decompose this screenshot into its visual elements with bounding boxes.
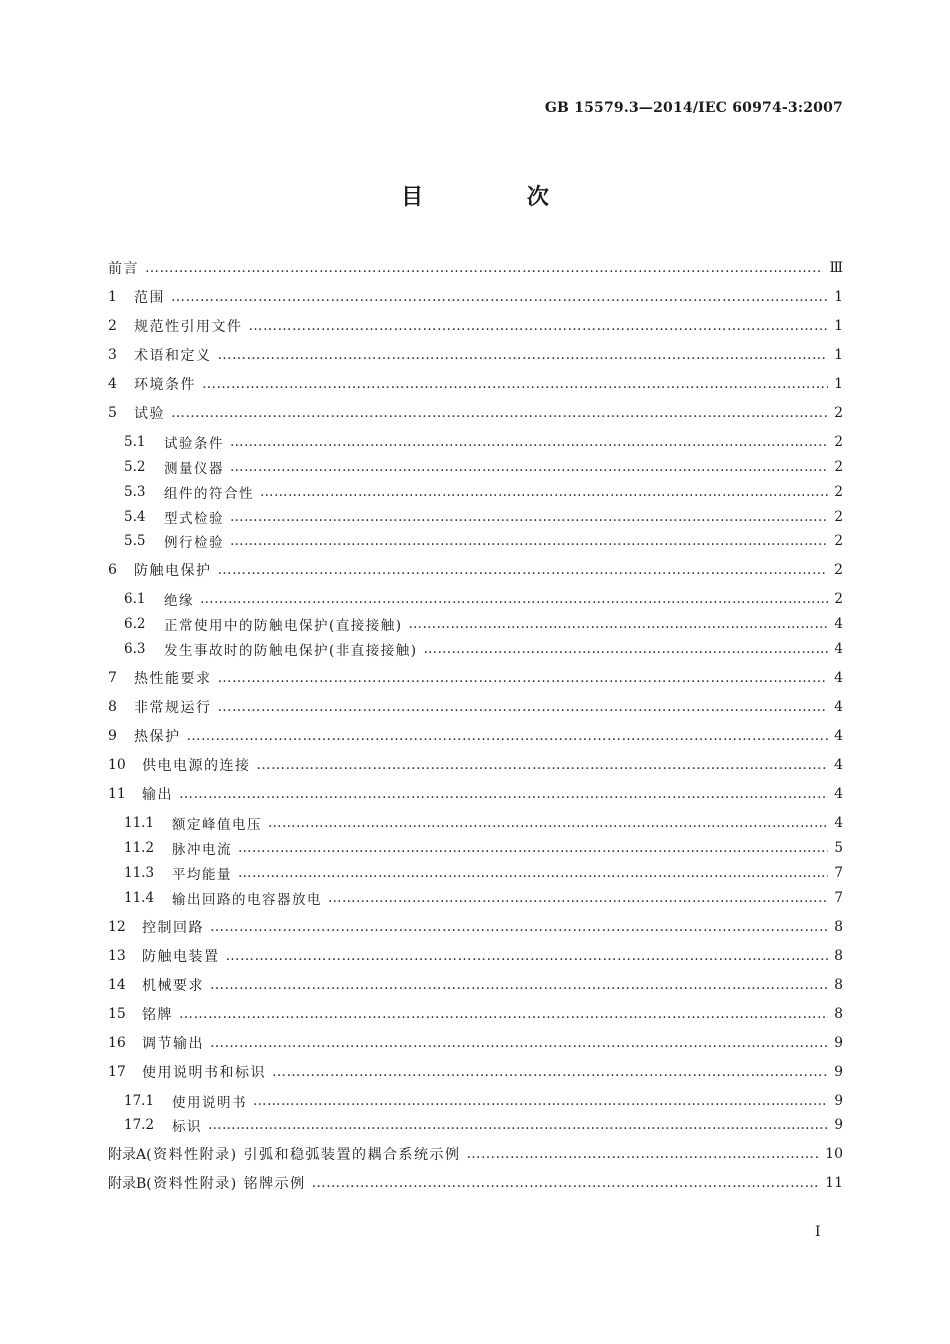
toc-entry[interactable] xyxy=(124,637,843,661)
toc-entry-number: 7 xyxy=(108,670,117,686)
toc-entry-page: 9 xyxy=(834,1035,843,1051)
toc-entry[interactable] xyxy=(108,695,843,719)
toc-entry-page: 2 xyxy=(834,484,843,500)
toc-entry-page: 2 xyxy=(834,434,843,450)
toc-entry-number: 5.3 xyxy=(124,484,146,500)
toc-entry[interactable] xyxy=(108,343,843,367)
dot-leader xyxy=(260,484,828,500)
toc-entry[interactable] xyxy=(124,811,843,835)
toc-entry-page: 8 xyxy=(834,948,843,964)
toc-entry-page: 1 xyxy=(834,289,843,305)
toc-entry-label: 型式检验 xyxy=(164,511,224,527)
toc-entry[interactable] xyxy=(108,372,843,396)
toc-entry-label: 输出 xyxy=(142,787,173,803)
toc-entry-label: 输出回路的电容器放电 xyxy=(172,892,322,908)
page-number: I xyxy=(815,1224,821,1240)
toc-entry-page: 1 xyxy=(834,347,843,363)
toc-entry-label: 使用说明书和标识 xyxy=(142,1065,266,1081)
toc-entry-label: 使用说明书 xyxy=(172,1095,247,1111)
dot-leader xyxy=(179,1006,828,1022)
toc-entry-number: 附录B xyxy=(108,1176,147,1192)
dot-leader xyxy=(171,289,828,305)
dot-leader xyxy=(218,699,829,715)
toc-entry-label: 脉冲电流 xyxy=(172,842,232,858)
toc-entry-label: 标识 xyxy=(172,1119,202,1135)
toc-entry[interactable] xyxy=(124,612,843,636)
toc-entry-page: 1 xyxy=(834,318,843,334)
toc-entry-label: 发生事故时的防触电保护(非直接接触) xyxy=(164,643,418,659)
toc-entry-page: 4 xyxy=(834,786,843,802)
toc-entry-label: 正常使用中的防触电保护(直接接触) xyxy=(164,618,403,634)
toc-entry-page: 11 xyxy=(825,1175,843,1191)
dot-leader xyxy=(424,641,829,657)
toc-entry-label: 热保护 xyxy=(134,729,181,745)
toc-entry[interactable] xyxy=(124,886,843,910)
toc-entry-page: 2 xyxy=(834,509,843,525)
toc-entry[interactable] xyxy=(124,430,843,454)
toc-entry-page: 10 xyxy=(825,1146,843,1162)
toc-entry-label: 测量仪器 xyxy=(164,461,224,477)
toc-entry[interactable] xyxy=(124,836,843,860)
page-title: 目 次 xyxy=(401,185,597,210)
toc-entry-number: 11.3 xyxy=(124,865,155,881)
toc-entry[interactable] xyxy=(124,1089,843,1113)
toc-entry-page: 9 xyxy=(834,1064,843,1080)
dot-leader xyxy=(202,376,828,392)
toc-entry-page: 8 xyxy=(834,1006,843,1022)
toc-entry-label: 试验 xyxy=(134,406,165,422)
dot-leader xyxy=(187,728,829,744)
dot-leader xyxy=(210,977,828,993)
toc-entry-number: 3 xyxy=(108,347,117,363)
toc-entry[interactable] xyxy=(124,455,843,479)
toc-entry-page: 2 xyxy=(834,533,843,549)
toc-entry[interactable] xyxy=(108,1171,843,1195)
dot-leader xyxy=(230,434,828,450)
toc-entry-number: 11.1 xyxy=(124,815,155,831)
dot-leader xyxy=(208,1117,828,1133)
toc-entry-number: 1 xyxy=(108,289,117,305)
toc-entry-page: 2 xyxy=(834,562,843,578)
toc-entry-page: 2 xyxy=(834,591,843,607)
dot-leader xyxy=(210,919,828,935)
dot-leader xyxy=(218,347,829,363)
toc-entry-page: 5 xyxy=(834,840,843,856)
toc-entry-page: 4 xyxy=(834,728,843,744)
toc-entry-label: 环境条件 xyxy=(134,377,196,393)
dot-leader xyxy=(210,1035,828,1051)
toc-entry-label: 额定峰值电压 xyxy=(172,817,262,833)
toc-entry-number: 6.3 xyxy=(124,641,146,657)
toc-entry-label: (资料性附录) 引弧和稳弧装置的耦合系统示例 xyxy=(146,1147,461,1163)
dot-leader xyxy=(253,1093,828,1109)
toc-entry-number: 14 xyxy=(108,977,126,993)
toc-entry-label: 控制回路 xyxy=(142,920,204,936)
toc-entry[interactable] xyxy=(108,1142,843,1166)
dot-leader xyxy=(230,509,828,525)
toc-entry-number: 5 xyxy=(108,405,117,421)
toc-entry-page: 4 xyxy=(834,670,843,686)
toc-entry-label: 术语和定义 xyxy=(134,348,212,364)
dot-leader xyxy=(238,865,828,881)
toc-entry-number: 16 xyxy=(108,1035,126,1051)
dot-leader xyxy=(312,1175,820,1191)
dot-leader xyxy=(226,948,829,964)
dot-leader xyxy=(218,670,829,686)
toc-entry-number: 12 xyxy=(108,919,126,935)
toc-entry-page: 4 xyxy=(834,699,843,715)
dot-leader xyxy=(272,1064,828,1080)
toc-entry[interactable] xyxy=(124,529,843,553)
toc-entry-number: 2 xyxy=(108,318,117,334)
toc-entry-label: 前言 xyxy=(108,261,139,277)
toc-entry-number: 15 xyxy=(108,1006,126,1022)
dot-leader xyxy=(268,815,828,831)
toc-entry-page: 9 xyxy=(834,1117,843,1133)
toc-entry[interactable] xyxy=(108,782,843,806)
toc-entry-label: 平均能量 xyxy=(172,867,232,883)
toc-entry[interactable] xyxy=(108,558,843,582)
toc-entry-number: 17.2 xyxy=(124,1117,155,1133)
toc-entry-page: 2 xyxy=(834,405,843,421)
toc-entry-page: 8 xyxy=(834,919,843,935)
toc-entry-page: 9 xyxy=(834,1093,843,1109)
toc-entry[interactable] xyxy=(108,944,843,968)
toc-entry-number: 5.4 xyxy=(124,509,146,525)
toc-entry-page: 4 xyxy=(834,616,843,632)
toc-entry-number: 11.4 xyxy=(124,890,155,906)
toc-entry-number: 9 xyxy=(108,728,117,744)
toc-entry-number: 17.1 xyxy=(124,1093,155,1109)
toc-entry[interactable] xyxy=(124,505,843,529)
toc-entry-label: (资料性附录) 铭牌示例 xyxy=(146,1176,306,1192)
toc-entry[interactable] xyxy=(124,861,843,885)
toc-entry-number: 4 xyxy=(108,376,117,392)
dot-leader xyxy=(218,562,829,578)
toc-entry-page: 7 xyxy=(834,865,843,881)
toc-entry-label: 例行检验 xyxy=(164,535,224,551)
toc-entry-number: 5.5 xyxy=(124,533,146,549)
toc-entry[interactable] xyxy=(108,753,843,777)
toc-entry-label: 试验条件 xyxy=(164,436,224,452)
toc-entry-label: 绝缘 xyxy=(164,593,194,609)
toc-entry[interactable] xyxy=(124,480,843,504)
toc-entry-number: 6.1 xyxy=(124,591,146,607)
dot-leader xyxy=(409,616,829,632)
toc-entry[interactable] xyxy=(108,915,843,939)
toc-entry[interactable] xyxy=(108,1060,843,1084)
toc-entry-label: 调节输出 xyxy=(142,1036,204,1052)
toc-entry-label: 防触电保护 xyxy=(134,563,212,579)
toc-entry-number: 8 xyxy=(108,699,117,715)
toc-entry-page: 2 xyxy=(834,459,843,475)
dot-leader xyxy=(145,260,823,276)
dot-leader xyxy=(171,405,828,421)
toc-entry-number: 6 xyxy=(108,562,117,578)
toc-entry[interactable] xyxy=(108,314,843,338)
toc-entry[interactable] xyxy=(108,973,843,997)
toc-entry-label: 热性能要求 xyxy=(134,671,212,687)
toc-entry-label: 范围 xyxy=(134,290,165,306)
toc-entry-number: 10 xyxy=(108,757,126,773)
toc-entry[interactable] xyxy=(108,724,843,748)
dot-leader xyxy=(179,786,828,802)
toc-entry-page: 4 xyxy=(834,757,843,773)
toc-entry-number: 13 xyxy=(108,948,126,964)
toc-entry-label: 组件的符合性 xyxy=(164,486,254,502)
toc-entry[interactable] xyxy=(108,1002,843,1026)
toc-entry-number: 5.1 xyxy=(124,434,146,450)
dot-leader xyxy=(328,890,828,906)
toc-entry-number: 11.2 xyxy=(124,840,155,856)
toc-entry-page: 4 xyxy=(834,641,843,657)
standard-code: GB 15579.3—2014/IEC 60974-3:2007 xyxy=(544,100,843,116)
toc-entry[interactable] xyxy=(108,1031,843,1055)
dot-leader xyxy=(257,757,829,773)
toc-entry-label: 供电电源的连接 xyxy=(142,758,251,774)
toc-entry-page: 1 xyxy=(834,376,843,392)
toc-entry[interactable] xyxy=(108,256,843,280)
toc-entry[interactable] xyxy=(108,285,843,309)
toc-entry-number: 5.2 xyxy=(124,459,146,475)
dot-leader xyxy=(230,459,828,475)
toc-entry-number: 17 xyxy=(108,1064,126,1080)
toc-entry[interactable] xyxy=(108,401,843,425)
dot-leader xyxy=(249,318,829,334)
toc-entry-number: 11 xyxy=(108,786,126,802)
toc-entry-label: 铭牌 xyxy=(142,1007,173,1023)
toc-entry-label: 非常规运行 xyxy=(134,700,212,716)
toc-entry-label: 机械要求 xyxy=(142,978,204,994)
dot-leader xyxy=(238,840,828,856)
toc-entry[interactable] xyxy=(124,587,843,611)
dot-leader xyxy=(230,533,828,549)
toc-entry-label: 防触电装置 xyxy=(142,949,220,965)
toc-entry-page: 8 xyxy=(834,977,843,993)
toc-entry-number: 6.2 xyxy=(124,616,146,632)
dot-leader xyxy=(467,1146,820,1162)
toc-entry-number: 附录A xyxy=(108,1147,147,1163)
toc-entry[interactable] xyxy=(124,1113,843,1137)
toc-entry-page: 4 xyxy=(834,815,843,831)
dot-leader xyxy=(200,591,828,607)
toc-entry-label: 规范性引用文件 xyxy=(134,319,243,335)
toc-entry-page: Ⅲ xyxy=(829,260,843,276)
toc-entry-page: 7 xyxy=(834,890,843,906)
toc-entry[interactable] xyxy=(108,666,843,690)
